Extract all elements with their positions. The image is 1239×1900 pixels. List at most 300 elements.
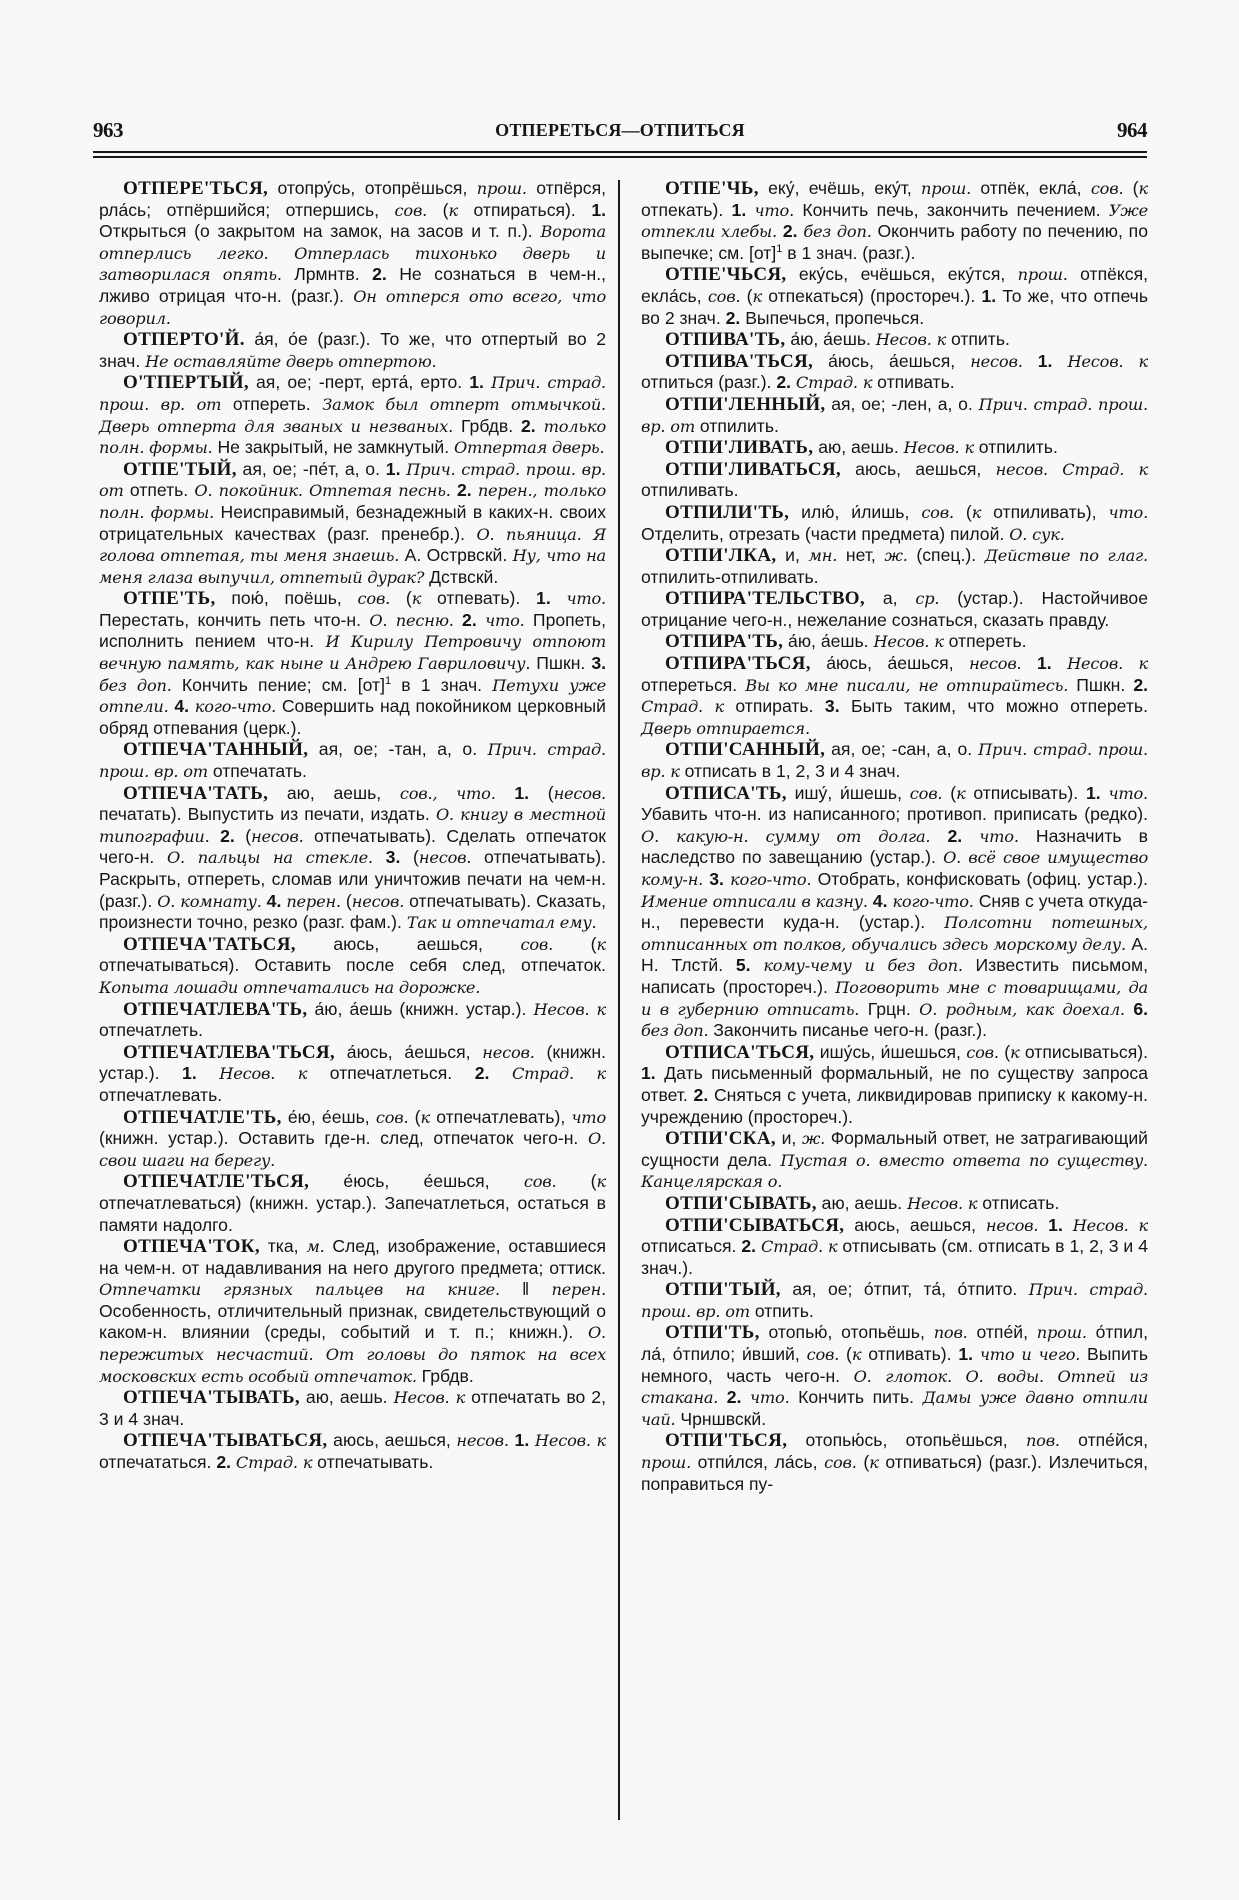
dictionary-entry: [641, 178, 1148, 264]
entry-text: Совершить над покойником церковный обряд отпевания (церк.).: [99, 696, 607, 738]
dictionary-entry: [641, 1430, 1148, 1495]
entry-italic-text: Вы ко мне писали, не отпирайтесь.: [745, 675, 1069, 695]
entry-italic-text: без доп.: [641, 1021, 709, 1041]
sense-number: 1.: [385, 458, 401, 479]
entry-text: [496, 783, 515, 803]
sense-number: 6.: [1133, 998, 1149, 1019]
entry-text: аю, аешь,: [268, 782, 400, 803]
entry-italic-text: О. глоток. О. воды. Отпей из стакана.: [641, 1366, 1148, 1408]
entry-italic-text: ср.: [915, 589, 940, 609]
entry-headword: ОТПЕЧА'ТАТЬСЯ,: [123, 933, 296, 955]
entry-italic-text: Несов. к: [1067, 654, 1149, 674]
entry-text: отписывать (см. отписать в 1, 2, 3 и 4 знач.).: [641, 1236, 1148, 1278]
entry-italic-text: Прич. страд. прош. вр. от: [99, 373, 607, 414]
entry-italic-text: кого-что.: [730, 870, 812, 889]
entry-text: Открыться (о закрытом на замок, на засов и т. п.).: [99, 221, 541, 242]
entry-text: (: [556, 1171, 597, 1192]
entry-italic-text: сов.: [357, 589, 391, 609]
dictionary-entry: [641, 502, 1148, 545]
entry-text: (: [340, 890, 352, 911]
sense-number: 2.: [456, 480, 472, 501]
entry-italic-text: что.: [485, 610, 525, 630]
entry-italic-text: О. пьяница. Я голова отпетая, ты меня знаешь.: [99, 524, 606, 566]
entry-italic-text: Пустая о. вместо ответа по существу. Канцелярская о.: [641, 1150, 1148, 1192]
left-column: [99, 178, 606, 1474]
entry-italic-text: О. свои шаги на берегу.: [99, 1129, 606, 1170]
entry-text: (: [942, 782, 957, 803]
entry-text: ишу́сь, и́шешься,: [814, 1041, 967, 1062]
entry-text: ‖: [499, 1279, 552, 1300]
entry-text: (: [1123, 178, 1139, 198]
entry-text: отопью́, отопьёшь,: [759, 1322, 934, 1343]
entry-italic-text: сов.: [921, 502, 954, 522]
entry-text: (: [408, 1106, 421, 1127]
entry-text: [1021, 653, 1036, 673]
entry-text: отпить.: [749, 1300, 814, 1321]
entry-italic-text: Поговорить мне с товарищами, да и в губернию отписать.: [641, 977, 1148, 1019]
entry-text: отпе́й,: [967, 1322, 1037, 1343]
entry-text: ишу́, и́шешь,: [786, 782, 910, 803]
entry-headword: ОТПИ'ЛИВАТЬ,: [665, 437, 814, 459]
entry-italic-text: О. пальцы на стекле.: [166, 848, 373, 868]
sense-number: 2.: [741, 1236, 757, 1257]
entry-headword: ОТПЕРТО'Й.: [123, 329, 245, 351]
entry-italic-text: перен., только полн. формы.: [99, 481, 607, 522]
entry-text: [962, 826, 979, 846]
dictionary-entry: [641, 653, 1148, 739]
sense-number: 3.: [591, 653, 606, 674]
entry-text: аю, аешь.: [816, 1192, 908, 1213]
sense-number: 2.: [220, 825, 235, 846]
entry-headword: ОТПЕЧА'ТЫВАТЬСЯ,: [123, 1430, 328, 1452]
dictionary-entry: [641, 545, 1148, 588]
dictionary-entry: [99, 588, 606, 739]
entry-text: [551, 588, 567, 608]
sense-number: 4.: [872, 890, 888, 911]
entry-italic-text: О. книгу в местной типографии.: [99, 805, 606, 846]
entry-text: Сняв с учета откуда-н., перевести куда-н. (устар.).: [641, 890, 1148, 933]
entry-italic-text: пов.: [933, 1323, 968, 1343]
entry-italic-text: кого-что.: [892, 891, 974, 911]
entry-text: отпечатлеть.: [99, 1020, 203, 1041]
entry-text: отпе́йся,: [1059, 1430, 1148, 1451]
entry-text: отпить.: [946, 329, 1010, 350]
sense-number: 2.: [474, 1063, 490, 1084]
sense-number: 5.: [735, 955, 751, 976]
entry-text: отпиливать.: [641, 480, 739, 501]
entry-italic-text: прош.: [641, 1453, 692, 1473]
entry-text: [1048, 459, 1062, 479]
entry-italic-text: что.: [754, 200, 795, 220]
entry-text: отписаться.: [641, 1236, 742, 1257]
entry-text: Окончить работу по печению, по выпечке; см. [от]: [641, 221, 1148, 263]
entry-text: а́ю, а́ешь.: [785, 329, 876, 350]
entry-text: Пшкн.: [1068, 674, 1134, 695]
page-header: [93, 118, 1147, 148]
dictionary-entry: [641, 394, 1148, 437]
entry-italic-text: мн.: [808, 546, 838, 566]
entry-text: (: [740, 285, 753, 306]
entry-text: Неисправимый, безнадежный в каких-н. своих отрицательных качествах (разг. пренебр.).: [99, 501, 607, 544]
entry-text: А. Н. Тлстй.: [641, 933, 1148, 976]
entry-italic-text: м.: [306, 1237, 325, 1257]
entry-text: отпёк, екла́,: [971, 178, 1091, 198]
entry-text: [210, 826, 220, 846]
entry-text: Особенность, отличительный признак, свидетельствующий о каком-н. влиянии (среды, событий и т. п.; книжн.).: [99, 1300, 606, 1343]
entry-text: [718, 1387, 727, 1407]
entry-text: отпечатлевать),: [430, 1106, 572, 1127]
sense-number: 1.: [182, 1063, 197, 1084]
entry-text: То же, что отпечь во 2 знач.: [641, 285, 1148, 328]
entry-italic-text: Не оставляйте дверь отпертою.: [145, 351, 437, 371]
entry-text: Перестать, кончить петь что-н.: [99, 609, 370, 630]
entry-text: [1052, 653, 1067, 673]
entry-italic-text: Полсотни потешных, отписанных от полков, обучались здесь морскому делу.: [641, 913, 1148, 954]
entry-text: а́юсь, а́ешься,: [813, 350, 971, 371]
entry-text: (: [529, 782, 554, 803]
entry-headword: ОТПЕЧАТЛЕВА'ТЬСЯ,: [123, 1041, 335, 1063]
entry-italic-text: Страд. к: [1062, 459, 1148, 479]
entry-italic-text: Прич. страд. прош. вр. к: [641, 740, 1148, 782]
entry-headword: ОТПИСА'ТЬСЯ,: [665, 1041, 815, 1063]
entry-text: Грбдв.: [416, 1365, 474, 1386]
entry-headword: ОТПИ'ТЫЙ,: [665, 1279, 781, 1301]
entry-text: ая, ое; -пе́т, а, о.: [236, 458, 386, 479]
entry-text: [1023, 351, 1038, 371]
entry-text: Кончить пить.: [789, 1387, 923, 1408]
entry-italic-text: Несов. к: [1067, 351, 1149, 371]
sense-number: 1.: [981, 285, 997, 306]
entry-italic-text: Прич. страд. прош. вр. от: [641, 394, 1148, 436]
entry-text: отпечатывать). Сказать, произнести точно, резко (разг. фам.).: [99, 890, 607, 933]
entry-italic-text: Отпертая дверь.: [453, 438, 605, 458]
entry-italic-text: ж.: [801, 1129, 826, 1149]
entry-text: [484, 372, 491, 392]
entry-italic-text: Несов. к: [1072, 1215, 1149, 1235]
entry-text: еку́, ечёшь, еку́т,: [758, 178, 922, 198]
dictionary-entry: [99, 459, 606, 589]
dictionary-entry: [641, 459, 1148, 502]
entry-text: а́ю, а́ешь.: [783, 631, 874, 652]
entry-italic-text: И Кирилу Петровичу отпоют вечную память, как ныне и Андрею Гавриловичу.: [99, 632, 606, 674]
dictionary-entry: [99, 934, 606, 999]
entry-text: Пшкн.: [530, 653, 592, 674]
dictionary-entry: [641, 588, 1148, 631]
entry-text: в 1 знач. (разг.).: [782, 242, 916, 263]
entry-text: аюсь, аешься,: [844, 1214, 986, 1235]
entry-italic-text: без доп.: [803, 222, 872, 242]
entry-headword: ОТПЕЧАТЛЕВА'ТЬ,: [123, 998, 308, 1020]
entry-text: Пропеть, исполнить пением что-н.: [99, 609, 606, 652]
entry-headword: ОТПЕЧАТЛЕ'ТЬ,: [123, 1106, 282, 1128]
dictionary-entry: [99, 1171, 606, 1236]
entry-italic-text: О. песню.: [369, 610, 454, 630]
entry-text: отопью́сь, отопьёшься,: [787, 1430, 1026, 1451]
entry-italic-text: несов.: [970, 351, 1023, 371]
entry-text: (: [390, 588, 412, 609]
entry-text: Чрншвскй.: [675, 1408, 767, 1429]
entry-text: а́я, о́е (разг.). То же, что отпертый во 2 знач.: [99, 329, 606, 371]
sense-number: 1.: [591, 199, 606, 220]
entry-text: Отделить, отрезать (части предмета) пилой.: [641, 523, 1010, 544]
entry-italic-text: Несов. к: [875, 330, 947, 350]
dictionary-entry: [641, 437, 1148, 459]
entry-text: ая, ое; -лен, а, о.: [825, 393, 979, 414]
entry-italic-text: Несов. к: [903, 438, 974, 458]
entry-text: отпёрся, рла́сь; отпёршийся; отпершись,: [99, 178, 607, 220]
entry-headword: ОТПЕРЕ'ТЬСЯ,: [123, 178, 269, 199]
entry-headword: ОТПИ'ЛИВАТЬСЯ,: [665, 458, 841, 480]
entry-text: отпиваться) (разг.). Излечиться, поправиться пу-: [641, 1452, 1149, 1494]
entry-italic-text: сов.: [806, 1345, 840, 1365]
entry-text: Не закрытый, не замкнутый.: [212, 437, 454, 458]
entry-italic-text: О. покойник. Отпетая песнь.: [194, 481, 451, 501]
entry-italic-text: что.: [979, 826, 1019, 846]
entry-italic-text: несов.: [456, 1431, 509, 1451]
entry-text: и,: [776, 545, 809, 566]
entry-italic-text: прош.: [476, 179, 527, 198]
entry-text: (: [998, 1041, 1011, 1062]
sense-number: 2.: [521, 415, 536, 436]
entry-italic-text: Петухи уже отпели.: [99, 675, 607, 717]
sense-number: 2.: [1133, 674, 1148, 695]
entry-text: пою́, поёшь,: [215, 588, 358, 609]
entry-text: е́юсь, е́ешься,: [309, 1171, 524, 1192]
entry-text: аю, аешь.: [813, 437, 904, 458]
entry-text: (: [856, 1452, 870, 1473]
entry-headword: ОТПИ'ТЬСЯ,: [665, 1430, 788, 1452]
entry-text: (устар.). Настойчивое отрицание чего-н., нежелание сознаться, сказать правду.: [641, 588, 1148, 630]
entry-italic-text: что.: [566, 589, 606, 609]
entry-text: Дать письменный формальный, не по существу запроса ответ.: [641, 1063, 1148, 1105]
sense-number: 2.: [776, 372, 792, 393]
entry-text: отпеть.: [123, 480, 195, 501]
entry-italic-text: к: [956, 783, 966, 803]
entry-text: нет,: [837, 545, 885, 566]
entry-headword: ОТПИРА'ТЬСЯ,: [665, 653, 811, 675]
entry-italic-text: Имение отписали в казну.: [641, 891, 868, 911]
column-divider: [618, 180, 620, 1820]
header-rule-top: [93, 151, 1147, 153]
entry-text: (книжн. устар.).: [99, 1041, 606, 1084]
running-head: ОТПЕРЕТЬСЯ—ОТПИТЬСЯ: [495, 120, 745, 140]
sense-number: 1.: [536, 588, 551, 609]
entry-text: отпиливать),: [981, 501, 1109, 522]
entry-text: отписать в 1, 2, 3 и 4 знач.: [679, 761, 901, 782]
entry-text: Выпить немного, часть чего-н.: [641, 1344, 1148, 1386]
entry-text: След, изображение, оставшиеся на чем-н. от надавливания на него другого предмета; оттиск.: [99, 1236, 607, 1278]
dictionary-entry: [99, 999, 606, 1042]
entry-italic-text: Уже отпекли хлебы.: [641, 200, 1148, 242]
entry-text: (спец.).: [907, 545, 985, 566]
entry-text: ая, ое; -перт, ерта́, ерто.: [248, 372, 470, 393]
dictionary-entry: [99, 372, 606, 458]
entry-text: [1052, 351, 1067, 371]
entry-headword: ОТПИ'ТЬ,: [665, 1322, 760, 1344]
entry-italic-text: несов.: [969, 654, 1022, 674]
header-rule-bottom: [93, 156, 1147, 158]
entry-text: отпечатлевать.: [99, 1084, 223, 1105]
entry-text: Закончить писанье чего-н. (разг.).: [708, 1020, 988, 1041]
entry-italic-text: перен.: [551, 1280, 607, 1300]
dictionary-entry: [641, 329, 1148, 351]
entry-italic-text: Несов. к: [533, 999, 607, 1019]
entry-italic-text: Копыта лошади отпечатались на дорожке.: [99, 977, 481, 997]
entry-text: [454, 610, 462, 630]
entry-text: а́ю, а́ешь (книжн. устар.).: [307, 998, 534, 1019]
entry-text: отпечатать во 2, 3 и 4 знач.: [99, 1387, 606, 1429]
entry-text: Быть таким, что можно отпереть.: [839, 696, 1148, 717]
sense-number: 2.: [726, 1387, 742, 1408]
entry-italic-text: Замок был отперт отмычкой. Дверь отперта для званых и незваных.: [99, 394, 606, 436]
entry-text: аюсь, аешься,: [840, 458, 996, 479]
dictionary-entry: [99, 178, 606, 329]
entry-italic-text: Ну, что на меня глаза выпучил, отпетый дурак?: [99, 546, 607, 587]
entry-text: и,: [775, 1128, 802, 1149]
entry-headword: ОТПИРА'ТЕЛЬСТВО,: [665, 588, 865, 610]
entry-headword: ОТПИСА'ТЬ,: [665, 782, 787, 804]
entry-text: отписать.: [977, 1192, 1060, 1213]
entry-text: отписываться).: [1019, 1041, 1149, 1062]
entry-italic-text: сов.: [966, 1042, 999, 1062]
dictionary-entry: [641, 1042, 1148, 1128]
entry-text: Кончить печь, закончить печением.: [794, 199, 1109, 220]
entry-text: Убавить что-н. из написанного; противоп. приписать (редко).: [641, 804, 1148, 825]
entry-headword: ОТПИ'СЫВАТЬ,: [665, 1192, 817, 1214]
entry-text: ая, ое; -сан, а, о.: [825, 739, 979, 760]
sense-number: 1.: [641, 1063, 656, 1084]
entry-text: Известить письмом, написать (простореч.).: [641, 955, 1148, 997]
entry-italic-text: Страд. к: [511, 1064, 606, 1084]
superscript: 1: [776, 242, 783, 255]
entry-text: (: [234, 825, 252, 846]
sense-number: 3.: [385, 847, 401, 868]
entry-italic-text: Несов. к: [534, 1431, 606, 1451]
entry-text: отпилить.: [973, 437, 1058, 458]
sense-number: 4.: [174, 696, 190, 717]
entry-headword: ОТПИ'ЛЕННЫЙ,: [665, 393, 826, 415]
entry-italic-text: сов., что.: [399, 783, 496, 803]
sense-number: 1.: [469, 372, 484, 393]
entry-italic-text: сов.: [707, 286, 741, 306]
entry-text: [751, 955, 764, 975]
right-column: [641, 178, 1148, 1495]
right-page-number: 964: [1117, 118, 1147, 142]
entry-text: тка,: [259, 1236, 307, 1257]
entry-text: [930, 826, 947, 846]
entry-text: Формальный ответ, не затрагивающий сущности дела.: [641, 1128, 1148, 1170]
entry-italic-text: Несов. к: [873, 632, 944, 652]
sense-number: 3.: [824, 696, 840, 717]
entry-italic-text: сов.: [1090, 179, 1124, 198]
entry-text: Отобрать, конфисковать (офиц. устар.).: [811, 869, 1149, 889]
entry-italic-text: кого-что.: [194, 697, 277, 717]
entry-italic-text: Прич. страд. прош. вр. от: [99, 740, 606, 782]
entry-text: аюсь, аешься,: [295, 933, 521, 954]
entry-text: Выпечься, пропечься.: [740, 307, 925, 328]
dictionary-entry: [99, 329, 606, 372]
entry-text: аю, аешь.: [299, 1387, 394, 1408]
entry-text: отпечатывать). Сделать отпечаток чего-н.: [99, 825, 607, 868]
entry-text: Назначить в наследство по завещанию (устар.).: [641, 825, 1148, 868]
entry-italic-text: к: [596, 1172, 606, 1192]
sense-number: 1.: [1085, 782, 1101, 803]
entry-italic-text: к: [596, 934, 607, 954]
entry-italic-text: Страд. к: [235, 1453, 313, 1473]
entry-text: отпираться).: [457, 199, 592, 220]
entry-italic-text: О. какую-н. сумму от долга.: [641, 826, 931, 846]
entry-italic-text: Страд. к: [641, 697, 724, 717]
entry-italic-text: перен.: [286, 891, 341, 911]
entry-text: отпечатлеться.: [307, 1063, 475, 1084]
entry-text: отпекаться) (простореч.).: [761, 285, 982, 306]
entry-text: (книжн. устар.). Оставить где-н. след, отпечаток чего-н.: [99, 1128, 588, 1149]
sense-number: 4.: [266, 890, 282, 911]
entry-italic-text: Он отперся ото всего, что говорил.: [99, 286, 606, 328]
entry-italic-text: О. комнату.: [157, 891, 262, 911]
entry-text: Лрмнтв.: [281, 264, 373, 285]
entry-headword: ОТПЕ'ЧЬ,: [665, 178, 759, 199]
entry-italic-text: только полн. формы.: [99, 416, 607, 458]
entry-text: [746, 200, 754, 220]
entry-italic-text: прош.: [1036, 1323, 1087, 1343]
entry-italic-text: несов.: [553, 783, 606, 803]
entry-headword: ОТПИЛИ'ТЬ,: [665, 501, 790, 523]
sense-number: 2.: [693, 1084, 709, 1105]
dictionary-entry: [99, 1430, 606, 1473]
sense-number: 1.: [1048, 1214, 1063, 1235]
entry-text: отпилить-отпиливать.: [641, 566, 819, 587]
entry-headword: ОТПЕЧА'ТАННЫЙ,: [123, 739, 309, 761]
entry-text: отпечататься.: [99, 1452, 217, 1473]
entry-italic-text: ж.: [884, 546, 908, 566]
entry-text: Грбдв.: [453, 415, 521, 436]
entry-text: аюсь, аешься,: [327, 1430, 457, 1451]
entry-italic-text: Несов. к: [907, 1193, 978, 1213]
entry-text: отопру́сь, отопрёшься,: [268, 178, 477, 198]
entry-italic-text: к: [971, 502, 982, 522]
entry-italic-text: сов.: [824, 1453, 857, 1473]
entry-text: отписывать).: [965, 782, 1086, 803]
entry-text: а́юсь, а́ешься,: [335, 1041, 483, 1062]
entry-italic-text: сов.: [909, 783, 943, 803]
entry-text: [489, 1063, 512, 1083]
entry-text: отпёкся, екла́сь,: [641, 264, 1148, 306]
dictionary-entry: [99, 783, 606, 934]
entry-text: ая, ое; о́тпит, та́, о́тпито.: [780, 1279, 1029, 1300]
entry-headword: ОТПЕ'ТЫЙ,: [123, 458, 237, 480]
entry-text: [197, 1063, 220, 1083]
entry-italic-text: Страд. к: [795, 373, 873, 393]
entry-italic-text: к: [752, 286, 762, 306]
entry-text: а,: [864, 588, 916, 609]
entry-headword: ОТПЕ'ТЬ,: [123, 588, 216, 610]
sense-number: 1.: [958, 1344, 974, 1365]
entry-italic-text: несов.: [251, 826, 304, 846]
entry-italic-text: что.: [1108, 783, 1148, 803]
entry-italic-text: Дверь отпирается.: [641, 718, 810, 738]
entry-italic-text: что.: [1108, 502, 1149, 522]
entry-italic-text: кому-чему и без доп.: [763, 956, 963, 976]
entry-italic-text: к: [411, 589, 422, 609]
entry-text: отпечатать.: [207, 761, 307, 782]
entry-headword: ОТПИ'СЫВАТЬСЯ,: [665, 1214, 845, 1236]
entry-text: [373, 847, 386, 867]
entry-text: Кончить пение; см. [от]: [171, 674, 385, 695]
entry-text: отпиться (разг.).: [641, 372, 777, 393]
sense-number: 2.: [462, 609, 477, 630]
entry-headword: ОТПИ'САННЫЙ,: [665, 739, 826, 761]
